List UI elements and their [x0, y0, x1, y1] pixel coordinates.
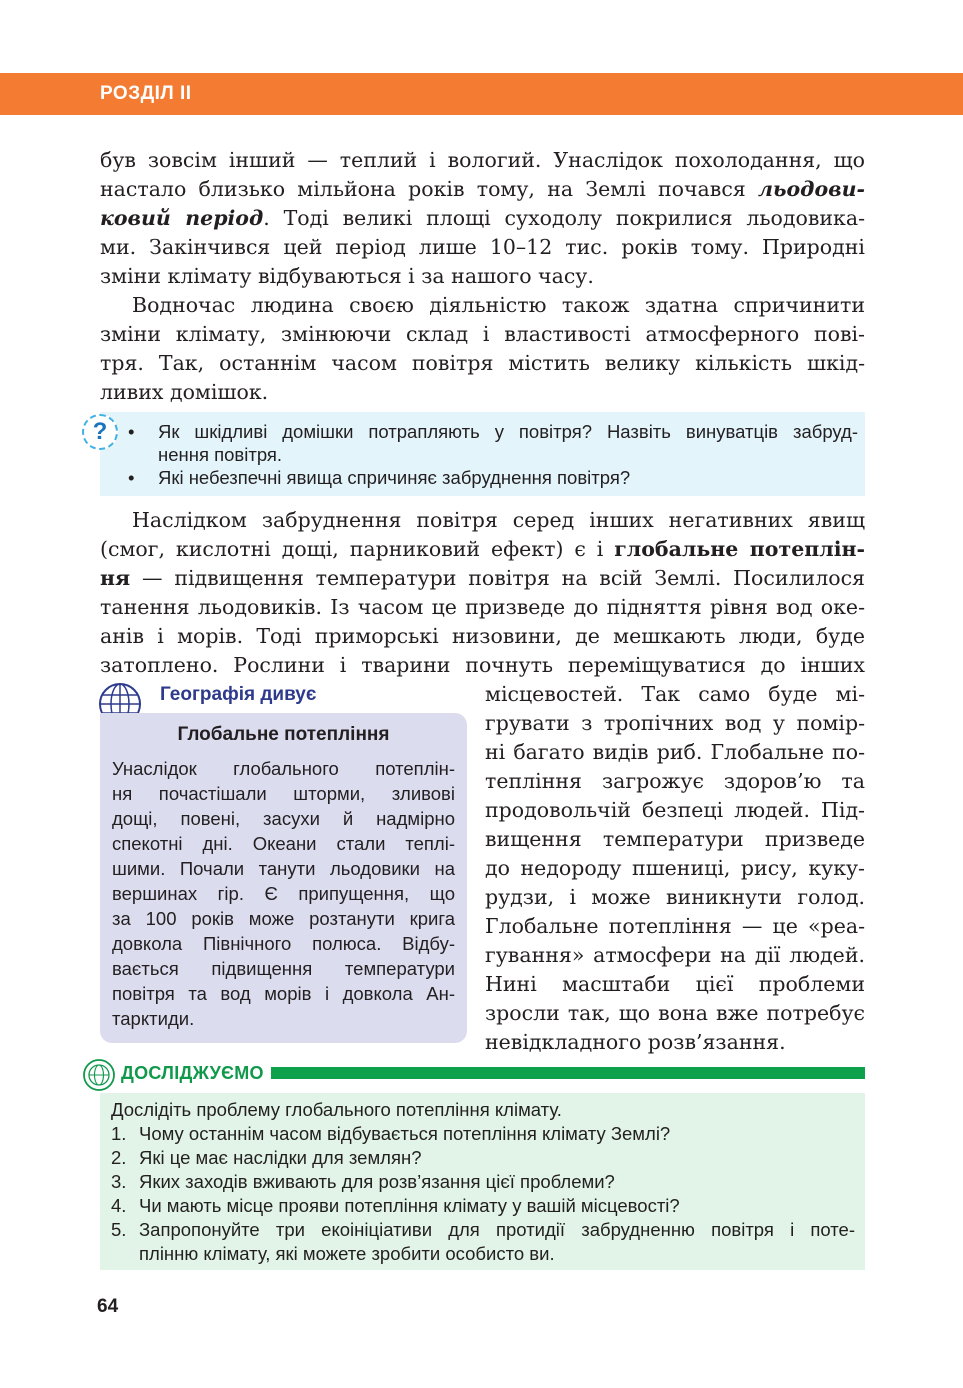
text-line: Глобальне потепління — це «реа-: [485, 914, 865, 938]
research-item-number: 1.: [111, 1123, 127, 1144]
geo-text-line: повітря та вод морів і довкола Ан-: [112, 983, 455, 1004]
text-line: тепління загрожує здоров’ю та: [485, 769, 865, 793]
geo-text-line: вершинах гір. Є припущення, що: [112, 883, 455, 904]
research-item-number: 3.: [111, 1171, 127, 1192]
text-line: анів і морів. Тоді приморські низовини, де мешкають люди, буде: [100, 624, 865, 648]
geo-text-line: довкола Північного полюса. Відбу-: [112, 933, 455, 954]
research-globe-icon: [82, 1058, 116, 1092]
term-global-warming: глобальне потеплін-: [614, 537, 865, 561]
geo-text-line: Унаслідок глобального потеплін-: [112, 758, 455, 779]
text-line: вищення температури призведе: [485, 827, 865, 851]
geo-text-line: шими. Почали танути льодовики на: [112, 858, 455, 879]
research-intro: Дослідіть проблему глобального потепління клімату.: [111, 1099, 562, 1120]
text-line: місцевостей. Так само буде мі-: [485, 682, 865, 706]
research-item: Які це має наслідки для землян?: [139, 1147, 422, 1168]
research-item: Чому останнім часом відбувається потепління клімату Землі?: [139, 1123, 671, 1144]
bullet-icon: •: [128, 421, 135, 442]
text-line: ковий період. Тоді великі площі суходолу покрилися льодовика-: [100, 206, 865, 230]
geo-text-line: ня почастішали шторми, зливові: [112, 783, 455, 804]
research-item: Яких заходів вживають для розв’язання цієї проблеми?: [139, 1171, 615, 1192]
text-line: ливих домішок.: [100, 380, 269, 404]
text-line: був зовсім інший — теплий і вологий. Унаслідок похолодання, що: [100, 148, 865, 172]
research-item-number: 5.: [111, 1219, 127, 1240]
term-ice-age-cont: ковий період: [100, 206, 264, 230]
text-line: Наслідком забруднення повітря серед інших негативних явищ: [132, 508, 865, 532]
text-line: невідкладного розв’язання.: [485, 1030, 786, 1054]
research-bar: [271, 1067, 865, 1079]
geo-text-line: тарктиди.: [112, 1008, 195, 1029]
text-line: гування» атмосфери на дії людей.: [485, 943, 865, 967]
text-line: ня — підвищення температури повітря на всій Землі. Посилилося: [100, 566, 865, 590]
research-item-number: 2.: [111, 1147, 127, 1168]
section-title: РОЗДІЛ II: [100, 83, 192, 104]
research-item: Запропонуйте три екоініціативи для протидії забрудненню повітря і поте-: [139, 1219, 855, 1240]
section-header-bar: [0, 73, 963, 115]
geo-text-line: вається підвищення температури: [112, 958, 455, 979]
geo-text-line: за 100 років може розтанути крига: [112, 908, 455, 929]
geo-box-label: Географія дивує: [160, 684, 317, 705]
text-line: (смог, кислотні дощі, парниковий ефект) є і глобальне потеплін-: [100, 537, 865, 561]
geo-text-line: спекотні дні. Океани стали теплі-: [112, 833, 455, 854]
text-line: зміни клімату відбуваються і за нашого часу.: [100, 264, 594, 288]
text-line: до недороду пшениці, рису, куку-: [485, 856, 865, 880]
question-icon: ?: [82, 414, 118, 450]
term-global-warming-cont: ня: [100, 566, 131, 590]
text-line: рудзи, і може виникнути голод.: [485, 885, 865, 909]
text-line: танення льодовиків. Із часом це призведе до підняття рівня вод оке-: [100, 595, 865, 619]
text-line: тря. Так, останнім часом повітря містить велику кількість шкід-: [100, 351, 865, 375]
text-line: Водночас людина своєю діяльністю також здатна спричинити: [132, 293, 865, 317]
geo-text-line: дощі, повені, засухи й надмірно: [112, 808, 455, 829]
geo-box-title: Глобальне потепління: [177, 724, 390, 745]
question-item: Як шкідливі домішки потрапляють у повітря? Назвіть винуватців забруд-: [158, 421, 858, 442]
research-item: Чи мають місце прояви потепління клімату у вашій місцевості?: [139, 1195, 680, 1216]
text-line: затоплено. Рослини і тварини почнуть переміщуватися до інших: [100, 653, 865, 677]
text-line: продовольчій безпеці людей. Під-: [485, 798, 865, 822]
research-label: ДОСЛІДЖУЄМО: [121, 1063, 264, 1083]
text-line: зросли так, що вона вже потребує: [485, 1001, 865, 1025]
text-line: грувати з тропічних вод у помір-: [485, 711, 865, 735]
page-number: 64: [97, 1296, 119, 1317]
question-item: нення повітря.: [158, 444, 283, 465]
research-item-number: 4.: [111, 1195, 127, 1216]
term-ice-age: льодови-: [757, 177, 865, 201]
text-line: настало близько мільйона років тому, на Землі почався льодови-: [100, 177, 865, 201]
text-line: Нині масштаби цієї проблеми: [485, 972, 865, 996]
question-item: Які небезпечні явища спричиняє забруднення повітря?: [158, 467, 631, 488]
text-line: ні багато видів риб. Глобальне по-: [485, 740, 865, 764]
bullet-icon: •: [128, 467, 135, 488]
text-line: ми. Закінчився цей період лише 10–12 тис. років тому. Природні: [100, 235, 865, 259]
research-item-cont: плінню клімату, які можете зробити особисто ви.: [139, 1243, 555, 1264]
text-line: зміни клімату, змінюючи склад і властивості атмосферного пові-: [100, 322, 865, 346]
